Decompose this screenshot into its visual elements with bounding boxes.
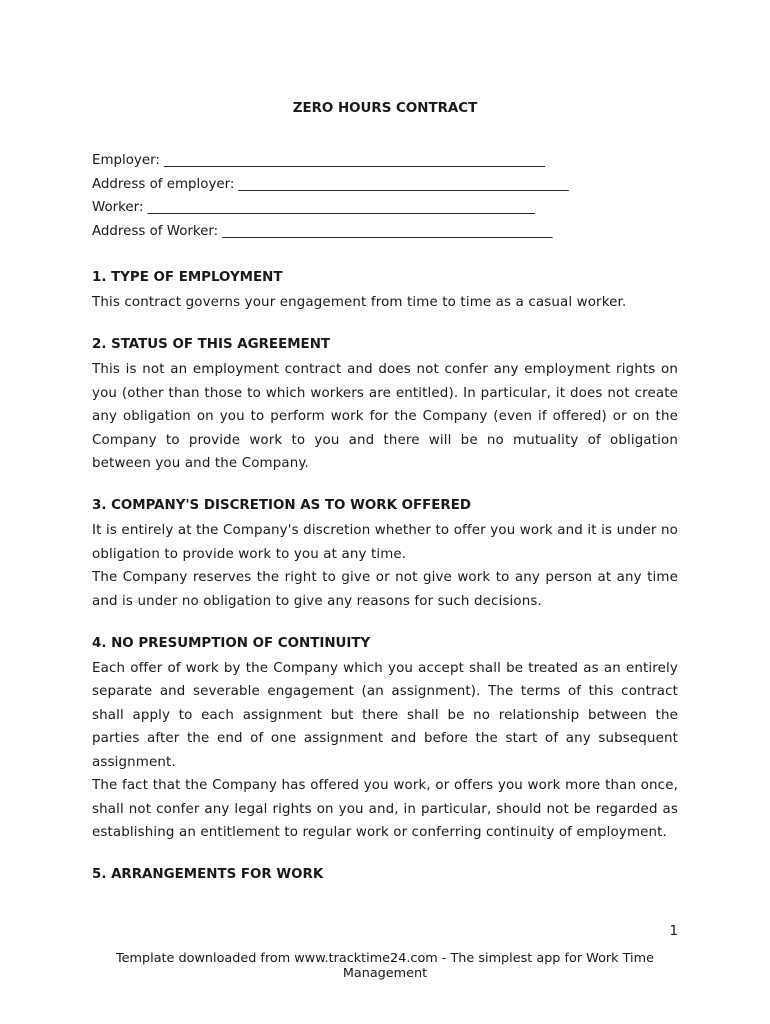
field-blank-line: _____________________________________________________________ [147,200,535,215]
section-heading: 3. COMPANY'S DISCRETION AS TO WORK OFFERED [92,498,472,514]
field-worker [92,198,682,222]
section-heading: 5. ARRANGEMENTS FOR WORK [92,867,324,883]
field-employer [92,151,682,175]
section-arrangements-for-work [92,865,678,884]
section-status-of-agreement [92,335,678,475]
section-paragraph: The fact that the Company has offered you work, or offers you work more than once, shall not confer any legal rights on you and, in particular, should not be regarded as establishing an entitlement to regular work or conferring continuity of employment. [92,778,678,840]
footer-line: Management [342,966,428,981]
contract-sections [92,268,678,905]
section-paragraph: This is not an employment contract and does not confer any employment rights on you (other than those to which workers are entitled). In particular, it does not create any obligation on you to perform work for the Company (even if offered) or on the Company to provide work to you and there will be no mutuality of obligation between you and the Company. [92,362,678,472]
section-type-of-employment [92,268,678,314]
field-worker-address [92,222,682,246]
field-label: Worker: [92,200,144,215]
section-heading: 1. TYPE OF EMPLOYMENT [92,270,283,285]
field-blank-line: ____________________________________________________ [238,176,569,192]
field-employer-address [92,175,682,199]
footer-line: Template downloaded from www.tracktime24.com - The simplest app for Work Time [116,951,654,966]
field-label: Employer: [92,153,160,168]
section-heading: 4. NO PRESUMPTION OF CONTINUITY [92,636,371,652]
page-footer [0,951,770,981]
section-paragraph: Each offer of work by the Company which you accept shall be treated as an entirely separate and severable engagement (an assignment). The terms of this contract shall apply to each assignment but there shall be no relationship between the parties after the end of one assignment and before the start of any subsequent assignment. [92,661,678,770]
page-number: 1 [669,924,678,939]
section-no-presumption-of-continuity [92,634,678,844]
field-label: Address of Worker: [92,223,219,239]
section-heading: 2. STATUS OF THIS AGREEMENT [92,337,331,353]
field-label: Address of employer: [92,176,235,192]
party-fields [92,151,682,245]
section-company-discretion [92,496,678,613]
field-blank-line: ____________________________________________________________ [163,153,545,168]
section-paragraph: The Company reserves the right to give or not give work to any person at any time and is under no obligation to give any reasons for such decisions. [92,570,678,609]
field-blank-line: ____________________________________________________ [222,223,553,239]
section-paragraph: This contract governs your engagement from time to time as a casual worker. [92,295,627,310]
document-title: ZERO HOURS CONTRACT [292,101,478,116]
section-paragraph: It is entirely at the Company's discretion whether to offer you work and it is under no obligation to provide work to you at any time. [92,523,678,562]
